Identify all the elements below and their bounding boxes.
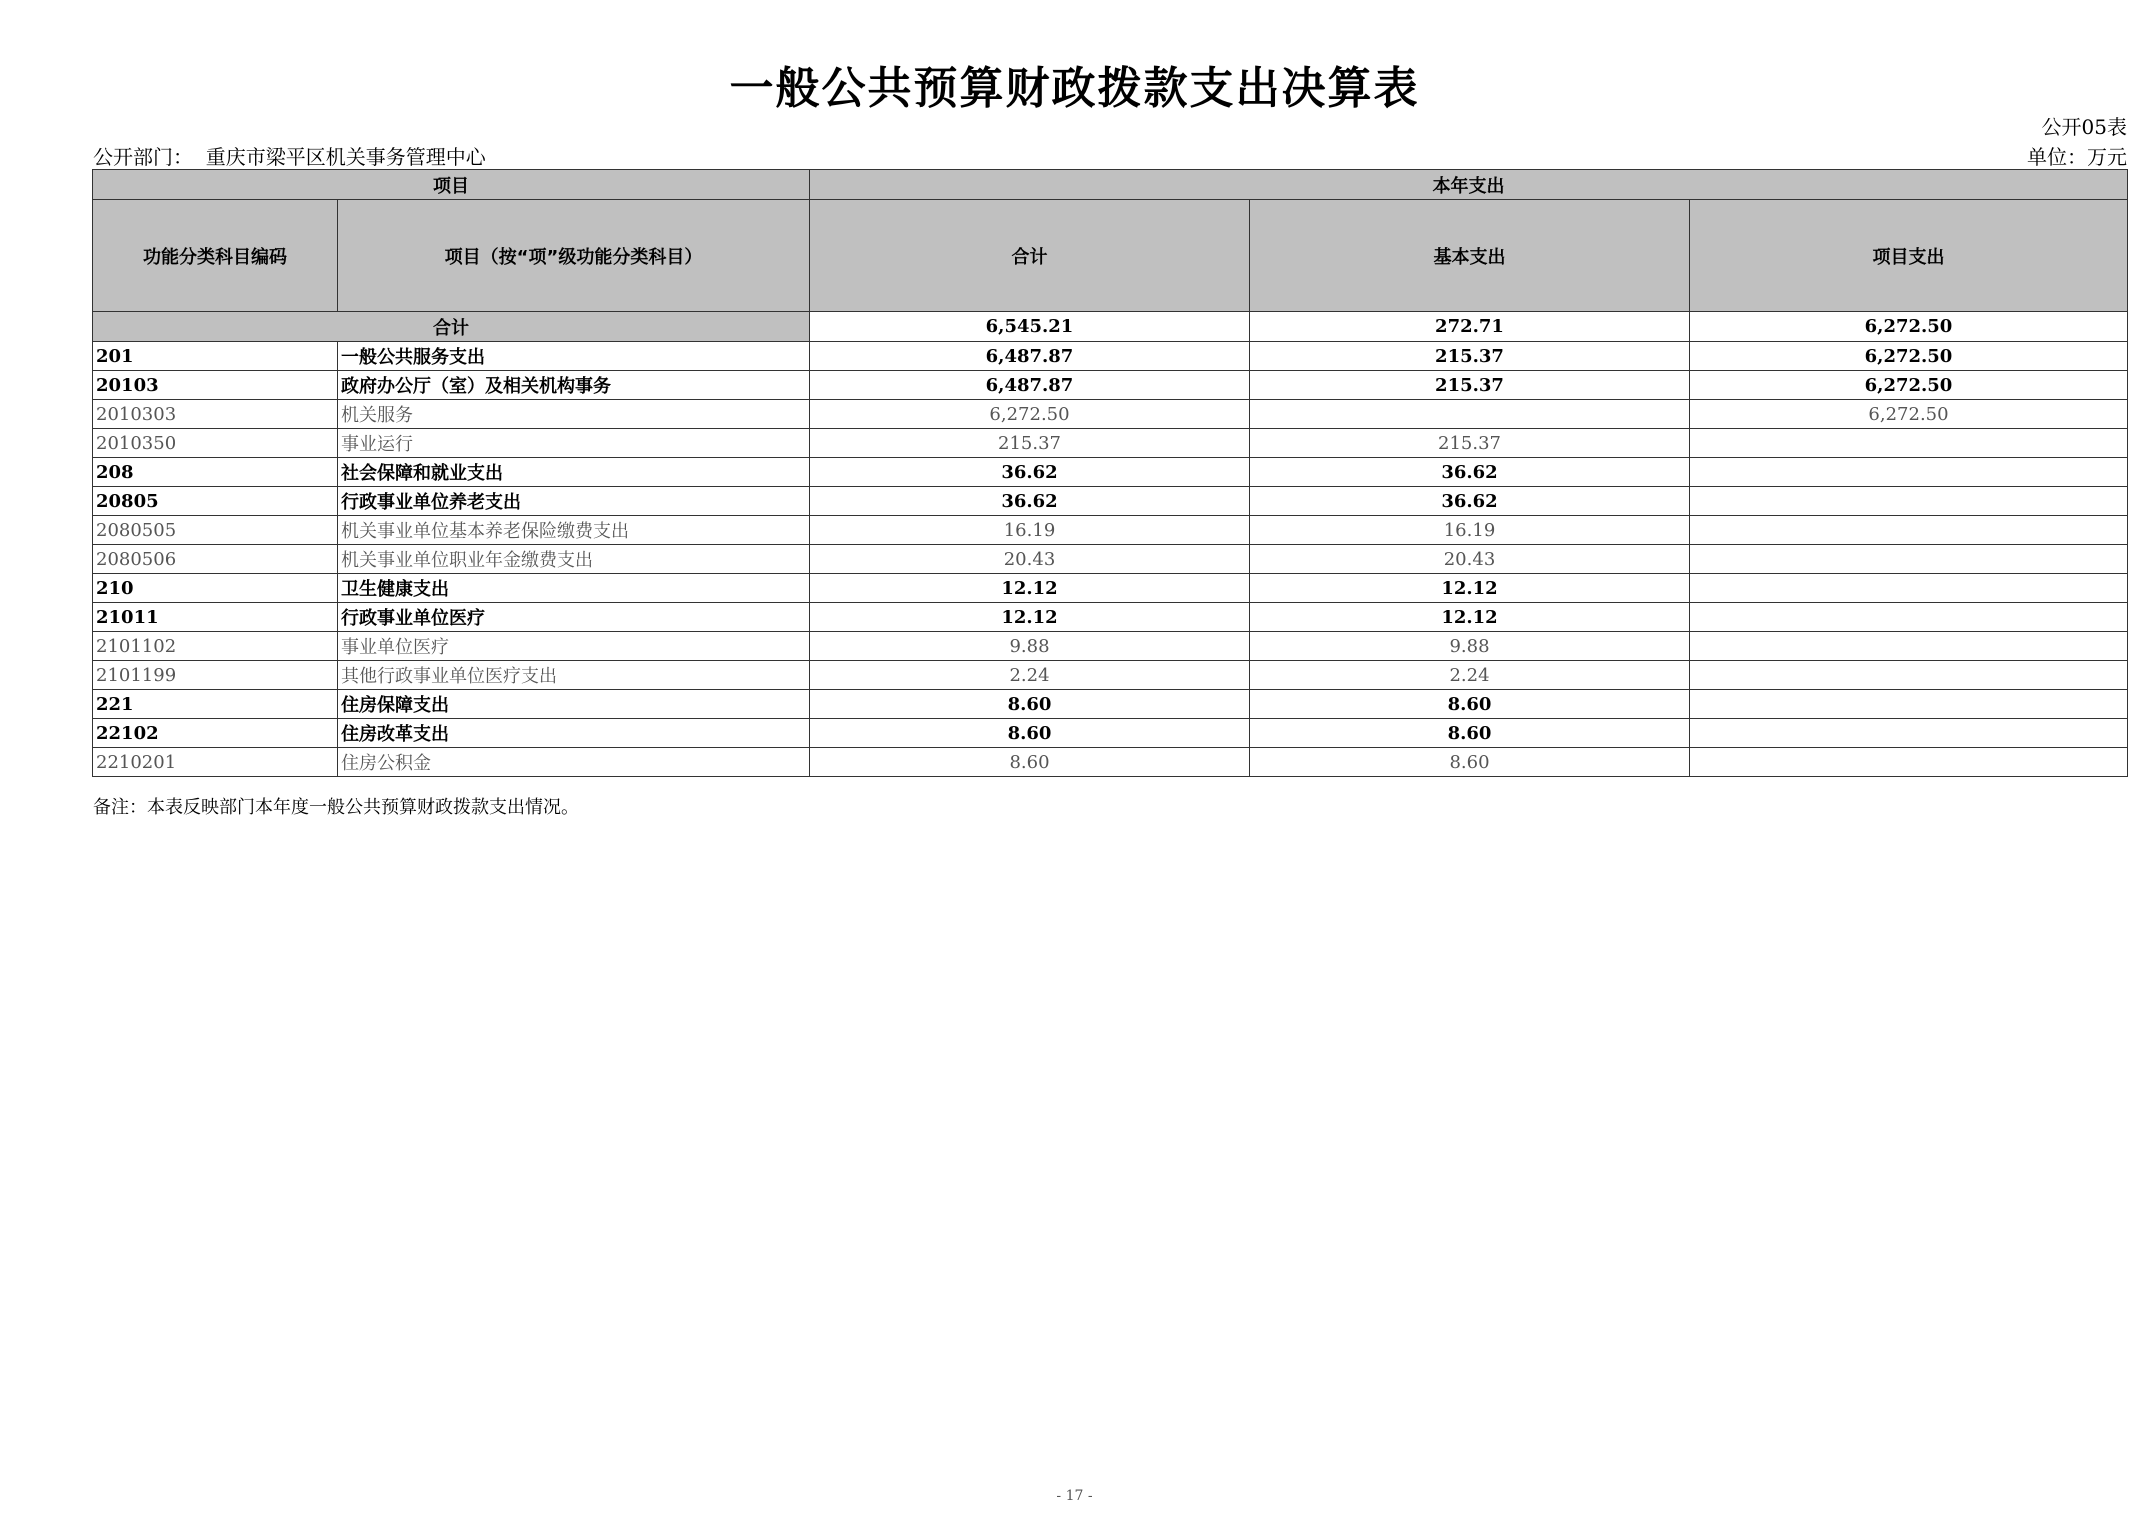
- department-label: 公开部门：: [93, 145, 193, 169]
- footnote: 备注：本表反映部门本年度一般公共预算财政拨款支出情况。: [93, 797, 579, 818]
- row-code: 2210201: [93, 748, 338, 777]
- header-total: 合计: [810, 200, 1250, 312]
- row-total: 36.62: [810, 458, 1250, 487]
- table-row: [93, 458, 2128, 487]
- row-name: 事业运行: [338, 429, 810, 458]
- row-code: 21011: [93, 603, 338, 632]
- row-basic: 215.37: [1250, 342, 1690, 371]
- header-project: 项目支出: [1690, 200, 2128, 312]
- row-project: [1690, 545, 2128, 574]
- table-row: [93, 371, 2128, 400]
- table-row: [93, 487, 2128, 516]
- row-name: 政府办公厅（室）及相关机构事务: [338, 371, 810, 400]
- form-number: 公开05表: [2041, 115, 2127, 139]
- row-basic: 20.43: [1250, 545, 1690, 574]
- row-basic: 9.88: [1250, 632, 1690, 661]
- row-project: [1690, 661, 2128, 690]
- table-row: [93, 516, 2128, 545]
- row-project: [1690, 516, 2128, 545]
- row-project: [1690, 603, 2128, 632]
- row-total: 20.43: [810, 545, 1250, 574]
- row-name: 机关事业单位基本养老保险缴费支出: [338, 516, 810, 545]
- row-total: 6,272.50: [810, 400, 1250, 429]
- department-name: 重庆市梁平区机关事务管理中心: [205, 145, 486, 169]
- row-code: 221: [93, 690, 338, 719]
- header-name: 项目（按“项”级功能分类科目）: [338, 200, 810, 312]
- row-code: 2080506: [93, 545, 338, 574]
- page-title: 一般公共预算财政拨款支出决算表: [729, 63, 1420, 114]
- table-row: [93, 342, 2128, 371]
- table-row: [93, 429, 2128, 458]
- row-project: [1690, 458, 2128, 487]
- table-row: [93, 603, 2128, 632]
- row-project: [1690, 632, 2128, 661]
- row-name: 行政事业单位医疗: [338, 603, 810, 632]
- table-row: [93, 545, 2128, 574]
- row-project: 6,272.50: [1690, 342, 2128, 371]
- table-row: [93, 632, 2128, 661]
- row-code: 208: [93, 458, 338, 487]
- row-code: 2010303: [93, 400, 338, 429]
- row-total: 8.60: [810, 748, 1250, 777]
- row-code: 2101102: [93, 632, 338, 661]
- total-amount: 6,545.21: [810, 312, 1250, 342]
- row-name: 住房改革支出: [338, 719, 810, 748]
- row-basic: 2.24: [1250, 661, 1690, 690]
- row-name: 住房公积金: [338, 748, 810, 777]
- row-name: 事业单位医疗: [338, 632, 810, 661]
- row-name: 一般公共服务支出: [338, 342, 810, 371]
- row-total: 16.19: [810, 516, 1250, 545]
- row-name: 卫生健康支出: [338, 574, 810, 603]
- row-basic: 8.60: [1250, 719, 1690, 748]
- row-project: [1690, 574, 2128, 603]
- page-number: - 17 -: [1056, 1488, 1093, 1504]
- row-total: 12.12: [810, 574, 1250, 603]
- row-project: [1690, 429, 2128, 458]
- row-total: 9.88: [810, 632, 1250, 661]
- table-row: [93, 661, 2128, 690]
- row-basic: 8.60: [1250, 690, 1690, 719]
- row-project: [1690, 719, 2128, 748]
- row-code: 201: [93, 342, 338, 371]
- row-basic: 12.12: [1250, 603, 1690, 632]
- header-row-group: [93, 170, 2128, 200]
- row-code: 20103: [93, 371, 338, 400]
- unit-label: 单位：万元: [2027, 145, 2127, 169]
- row-code: 210: [93, 574, 338, 603]
- header-expense-group: 本年支出: [810, 170, 2128, 200]
- row-basic: 215.37: [1250, 429, 1690, 458]
- header-code: 功能分类科目编码: [93, 200, 338, 312]
- row-basic: 12.12: [1250, 574, 1690, 603]
- row-total: 36.62: [810, 487, 1250, 516]
- row-total: 8.60: [810, 690, 1250, 719]
- row-total: 2.24: [810, 661, 1250, 690]
- row-total: 215.37: [810, 429, 1250, 458]
- row-name: 住房保障支出: [338, 690, 810, 719]
- row-name: 机关事业单位职业年金缴费支出: [338, 545, 810, 574]
- row-project: 6,272.50: [1690, 400, 2128, 429]
- table-row: [93, 719, 2128, 748]
- row-project: 6,272.50: [1690, 371, 2128, 400]
- row-name: 其他行政事业单位医疗支出: [338, 661, 810, 690]
- row-basic: 215.37: [1250, 371, 1690, 400]
- table-row: [93, 574, 2128, 603]
- row-project: [1690, 690, 2128, 719]
- row-project: [1690, 748, 2128, 777]
- row-total: 6,487.87: [810, 342, 1250, 371]
- header-item-group: 项目: [93, 170, 810, 200]
- row-basic: 8.60: [1250, 748, 1690, 777]
- table-row: [93, 748, 2128, 777]
- row-code: 22102: [93, 719, 338, 748]
- table-row: [93, 400, 2128, 429]
- row-code: 2101199: [93, 661, 338, 690]
- row-total: 6,487.87: [810, 371, 1250, 400]
- total-row: [93, 312, 2128, 342]
- row-total: 12.12: [810, 603, 1250, 632]
- row-total: 8.60: [810, 719, 1250, 748]
- row-basic: 16.19: [1250, 516, 1690, 545]
- row-name: 行政事业单位养老支出: [338, 487, 810, 516]
- row-name: 机关服务: [338, 400, 810, 429]
- row-name: 社会保障和就业支出: [338, 458, 810, 487]
- row-code: 20805: [93, 487, 338, 516]
- table-row: [93, 690, 2128, 719]
- total-label: 合计: [93, 312, 810, 342]
- budget-table: [92, 169, 2128, 777]
- department-line: [93, 141, 486, 170]
- total-basic: 272.71: [1250, 312, 1690, 342]
- header-row-columns: [93, 200, 2128, 312]
- row-code: 2080505: [93, 516, 338, 545]
- header-basic: 基本支出: [1250, 200, 1690, 312]
- row-basic: [1250, 400, 1690, 429]
- row-code: 2010350: [93, 429, 338, 458]
- row-basic: 36.62: [1250, 458, 1690, 487]
- row-basic: 36.62: [1250, 487, 1690, 516]
- total-project: 6,272.50: [1690, 312, 2128, 342]
- row-project: [1690, 487, 2128, 516]
